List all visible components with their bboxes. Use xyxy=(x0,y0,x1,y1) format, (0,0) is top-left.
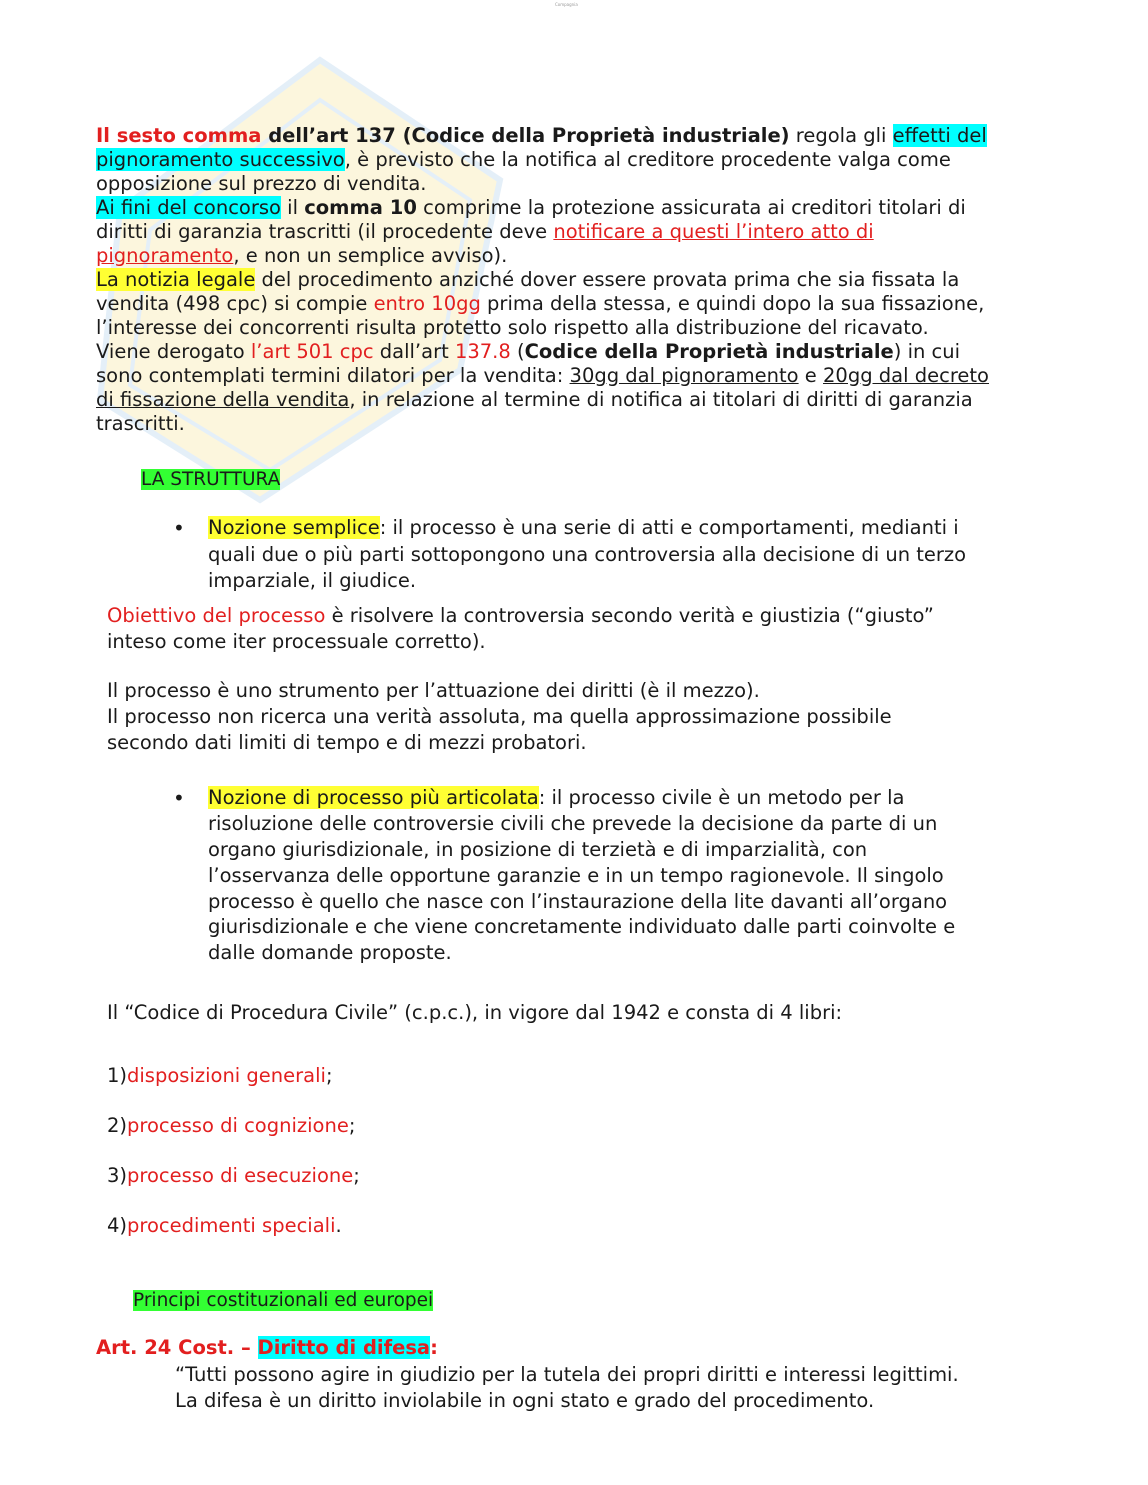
intro-line-12: di fissazione della vendita, in relazione al termine di notifica ai titolari di diritti di garanzia xyxy=(96,388,973,411)
tool-line-2: Il processo non ricerca una verità assoluta, ma quella approssimazione possibile xyxy=(107,705,892,728)
bullet2-line-2: risoluzione delle controversie civili che prevede la decisione da parte di un xyxy=(208,812,938,835)
article-heading: Art. 24 Cost. – Diritto di difesa: xyxy=(96,1336,438,1359)
codice-intro: Il “Codice di Procedura Civile” (c.p.c.), in vigore dal 1942 e consta di 4 libri: xyxy=(107,1001,843,1024)
intro-line-11: sono contemplati termini dilatori per la vendita: 30gg dal pignoramento e 20gg dal decreto xyxy=(96,364,989,387)
bullet2-line-3: organo giurisdizionale, in posizione di terzietà e di imparzialità, con xyxy=(208,838,868,861)
intro-line-10: Viene derogato l’art 501 cpc dall’art 137.8 (Codice della Proprietà industriale) in cui xyxy=(96,340,961,363)
bullet2-line-6: giurisdizionale e che viene concretamente individuato dalle parti coinvolte e xyxy=(208,915,956,938)
bullet1-line-3: imparziale, il giudice. xyxy=(208,569,417,592)
objective-line-2: inteso come iter processuale corretto). xyxy=(107,630,486,653)
tool-line-3: secondo dati limiti di tempo e di mezzi probatori. xyxy=(107,731,587,754)
intro-line-8: vendita (498 cpc) si compie entro 10gg prima della stessa, e quindi dopo la sua fissazione, xyxy=(96,292,985,315)
intro-line-3: opposizione sul prezzo di vendita. xyxy=(96,172,427,195)
intro-line-9: l’interesse dei concorrenti risulta protetto solo rispetto alla distribuzione del ricavato. xyxy=(96,316,929,339)
intro-line-1: Il sesto comma dell’art 137 (Codice della Proprietà industriale) regola gli effetti del xyxy=(96,124,987,147)
intro-line-7: La notizia legale del procedimento anziché dover essere provata prima che sia fissata la xyxy=(96,268,960,291)
intro-line-6: pignoramento, e non un semplice avviso). xyxy=(96,244,508,267)
bullet2-line-4: l’osservanza delle opportune garanzie e in un tempo ragionevole. Il singolo xyxy=(208,864,944,887)
quote-line-1: “Tutti possono agire in giudizio per la tutela dei propri diritti e interessi legittimi. xyxy=(175,1363,959,1386)
tool-line-1: Il processo è uno strumento per l’attuazione dei diritti (è il mezzo). xyxy=(107,679,760,702)
book-item: 1)disposizioni generali; xyxy=(107,1064,333,1087)
bullet2-line-1: Nozione di processo più articolata: il processo civile è un metodo per la xyxy=(208,786,905,809)
intro-line-4: Ai fini del concorso il comma 10 comprime la protezione assicurata ai creditori titolari di xyxy=(96,196,966,219)
header-tiny-text: Compagnia xyxy=(555,2,578,7)
intro-line-5: diritti di garanzia trascritti (il procedente deve notificare a questi l’intero atto di xyxy=(96,220,874,243)
bullet-icon: • xyxy=(173,516,185,540)
bullet1-line-1: Nozione semplice: il processo è una serie di atti e comportamenti, medianti i xyxy=(208,516,959,539)
objective-line-1: Obiettivo del processo è risolvere la controversia secondo verità e giustizia (“giusto” xyxy=(107,604,934,627)
bullet-icon: • xyxy=(173,786,185,810)
bullet1-line-2: quali due o più parti sottopongono una controversia alla decisione di un terzo xyxy=(208,543,967,566)
bullet2-line-5: processo è quello che nasce con l’instaurazione della lite davanti all’organo xyxy=(208,890,948,913)
quote-line-2: La difesa è un diritto inviolabile in ogni stato e grado del procedimento. xyxy=(175,1389,875,1412)
section-heading-struttura: LA STRUTTURA xyxy=(141,469,281,490)
intro-line-2: pignoramento successivo, è previsto che la notifica al creditore procedente valga come xyxy=(96,148,951,171)
bullet2-line-7: dalle domande proposte. xyxy=(208,941,452,964)
intro-line-13: trascritti. xyxy=(96,412,185,435)
section-heading-principi: Principi costituzionali ed europei xyxy=(133,1290,434,1311)
book-item: 3)processo di esecuzione; xyxy=(107,1164,360,1187)
book-item: 2)processo di cognizione; xyxy=(107,1114,356,1137)
book-item: 4)procedimenti speciali. xyxy=(107,1214,342,1237)
